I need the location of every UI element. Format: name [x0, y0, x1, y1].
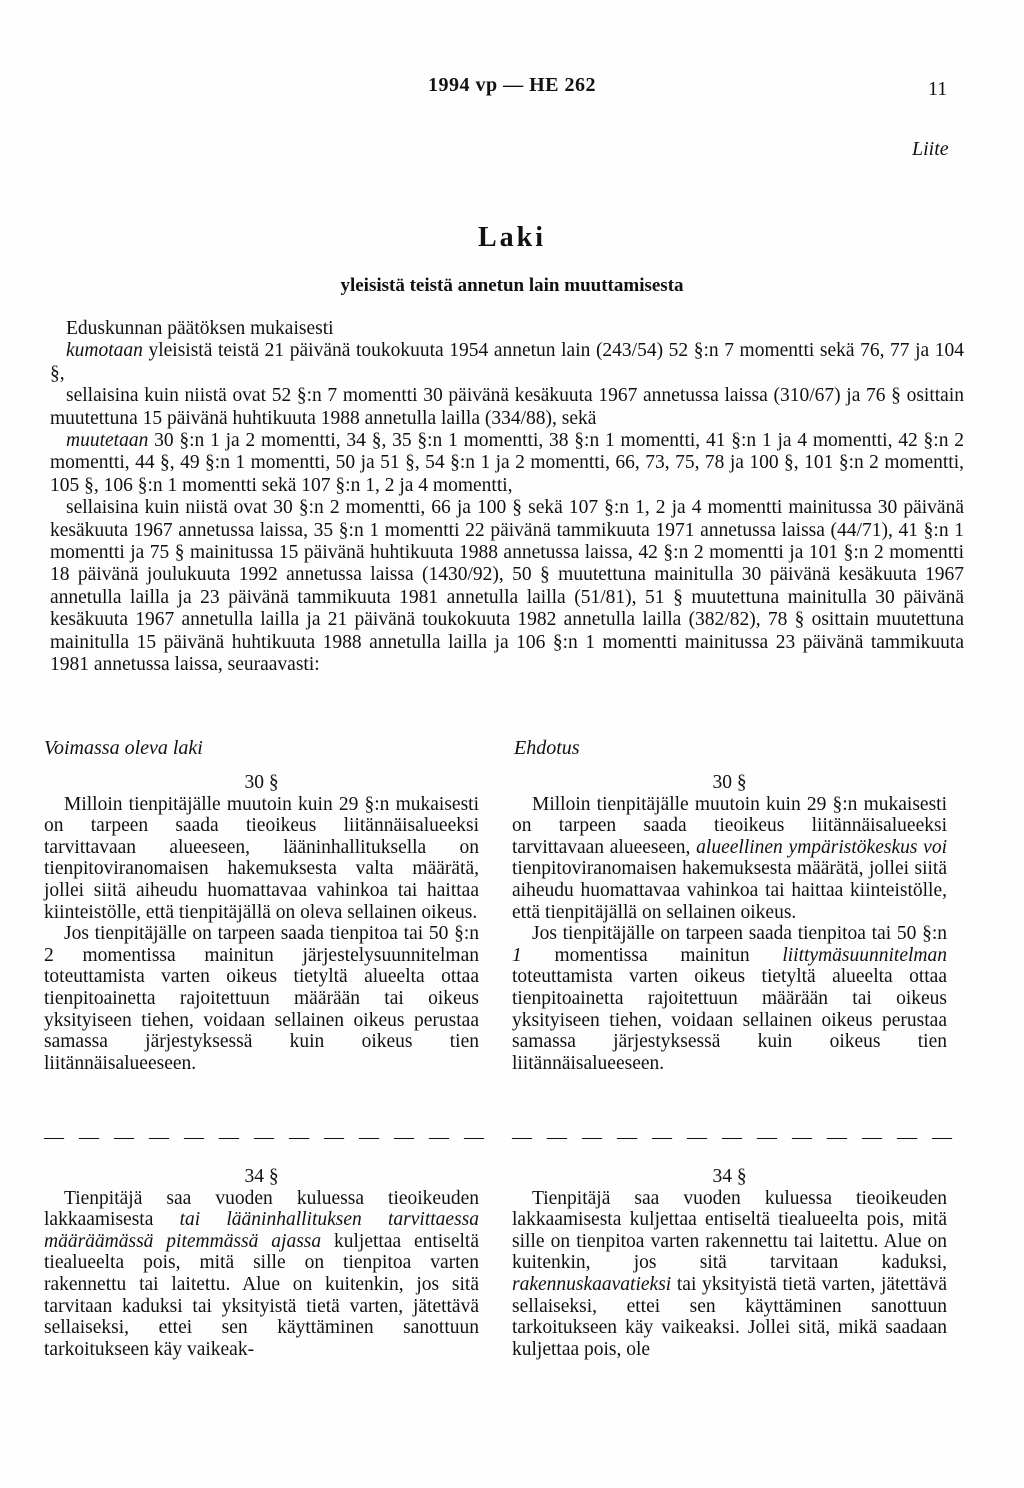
- left-column-heading: Voimassa oleva laki: [44, 737, 203, 759]
- right-s34-italic: rakennuskaavatieksi: [512, 1273, 672, 1295]
- right-column-heading: Ehdotus: [514, 737, 580, 759]
- left-s34-text-a: Tienpitäjä saa vuoden kuluessa tieoikeuden lakkaamisesta: [44, 1187, 479, 1231]
- appendix-label: Liite: [912, 138, 949, 160]
- right-s30-p1-text-b: tienpitoviranomaisen hakemuksesta määrätä, jollei siitä aiheudu huomattavaa vahinkoa tai haittaa kiinteistölle, että tienpitäjällä on sellainen oikeus.: [512, 858, 947, 923]
- right-s30-p1-text-a: Milloin tienpitäjälle muutoin kuin 29 §:n mukaisesti on tarpeen saada tieoikeus liitännäisalueeksi tarvittavaan alueeseen,: [512, 793, 947, 858]
- preamble: [50, 318, 964, 677]
- right-s30-p2-italic-1: 1: [512, 944, 522, 966]
- preamble-muutetaan-detail: sellaisina kuin niistä ovat 30 §:n 2 momentti, 66 ja 100 § sekä 107 §:n 1, 2 ja 4 momentti mainitussa 30 päivänä kesäkuuta 1967 annetussa laissa, 35 §:n 1 momentti 22 päivänä tammikuuta 1971 annetussa laissa (44/71), 41 §:n 1 momentti ja 75 § mainitussa 15 päivänä huhtikuuta 1988 annetussa laissa, 42 §:n 2 momentti ja 101 §:n 2 momentti 18 päivänä joulukuuta 1992 annetussa laissa (1430/92), 50 § muutettuna mainitulla 30 päivänä kesäkuuta 1967 annetulla lailla ja 23 päivänä tammikuuta 1981 annetulla lailla (51/81), 51 § muutettuna mainitulla 30 päivänä kesäkuuta 1967 annetulla lailla ja 21 päivänä toukokuuta 1982 annetulla lailla (382/82), 78 § osittain muutettuna mainitulla 15 päivänä huhtikuuta 1988 annetulla lailla ja 106 §:n 1 momentti mainitussa 23 päivänä tammikuuta 1981 annetussa laissa, seuraavasti:: [50, 497, 964, 676]
- kumotaan-text: yleisistä teistä 21 päivänä toukokuuta 1954 annetun lain (243/54) 52 §:n 7 momentti sekä 76, 77 ja 104 §,: [50, 340, 964, 384]
- right-s34-para1: [512, 1188, 947, 1361]
- right-section-30: [512, 772, 947, 1074]
- left-s34-text-b: kuljettaa entiseltä tiealueelta pois, mitä sille on tienpitoa varten rakennettu tai laitettu. Alue on kuitenkin, jos sitä tarvitaan kaduksi tai yksityistä tietä varten, jätettävä sellaiseksi, ettei sen käyttäminen sanottuun tarkoitukseen käy vaikeak-: [44, 1230, 479, 1360]
- right-section-34: [512, 1166, 947, 1360]
- muutetaan-keyword: muutetaan: [66, 430, 149, 452]
- right-s30-p2-italic-2: liittymäsuunnitelman: [782, 944, 947, 966]
- right-s30-p2-text-b: momentissa mainitun: [521, 944, 783, 966]
- preamble-kumotaan-detail: sellaisina kuin niistä ovat 52 §:n 7 momentti 30 päivänä kesäkuuta 1967 annetussa laissa (310/67) ja 76 § osittain muutettuna 15 päivänä huhtikuuta 1988 annetulla lailla (334/88), sekä: [50, 385, 964, 429]
- right-s30-p2-text-a: Jos tienpitäjälle on tarpeen saada tienpitoa tai 50 §:n: [532, 923, 947, 945]
- left-omission-dashes: — — — — — — — — — — — — —: [44, 1126, 489, 1148]
- left-section-30: [44, 772, 479, 1074]
- left-s34-italic: tai lääninhallituksen tarvittaessa määräämässä pitemmässä ajassa: [44, 1209, 479, 1252]
- kumotaan-keyword: kumotaan: [66, 340, 143, 362]
- right-s30-p2-text-c: toteuttamista varten oikeus tietyltä alueelta ottaa tienpitoainetta rajoitettuun määrään tai oikeus yksityiseen tiehen, voidaan sellainen oikeus perustaa samassa järjestyksessä kuin oikeus tien liitännäisalueeseen.: [512, 966, 947, 1074]
- left-s30-para1: Milloin tienpitäjälle muutoin kuin 29 §:n mukaisesti on tarpeen saada tieoikeus liitännäisalueeksi tarvittavaan alueeseen, lääninhallituksella on tienpitoviranomaisen hakemuksesta valta määrätä, jollei siitä aiheudu huomattavaa vahinkoa tai haittaa kiinteistölle, että tienpitäjällä on oleva sellainen oikeus.: [44, 793, 479, 923]
- right-s30-para2: [512, 923, 947, 1074]
- left-s30-para2: Jos tienpitäjälle on tarpeen saada tienpitoa tai 50 §:n 2 momentissa mainitun järjestelysuunnitelman toteuttamista varten oikeus tietyltä alueelta ottaa tienpitoainetta rajoitettuun määrään tai oikeus yksityiseen tiehen, voidaan sellainen oikeus perustaa samassa järjestyksessä kuin oikeus tien liitännäisalueeseen.: [44, 923, 479, 1074]
- left-s34-para1: [44, 1188, 479, 1361]
- right-s34-heading: 34 §: [712, 1166, 747, 1187]
- muutetaan-text: 30 §:n 1 ja 2 momentti, 34 §, 35 §:n 1 momentti, 38 §:n 1 momentti, 41 §:n 1 ja 4 momentti, 42 §:n 2 momentti, 44 §, 49 §:n 1 momentti, 50 ja 51 §, 54 §:n 1 ja 2 momentti, 66, 73, 75, 78 ja 100 §, 101 §:n 2 momentti, 105 §, 106 §:n 1 momentti sekä 107 §:n 1, 2 ja 4 momentti,: [50, 430, 964, 496]
- right-s34-text-a: Tienpitäjä saa vuoden kuluessa tieoikeuden lakkaamisesta kuljettaa entiseltä tiealueelta pois, mitä sille on tienpitoa varten rakennettu tai laitettu. Alue on kuitenkin, jos sitä tarvitaan kaduksi,: [512, 1187, 947, 1274]
- left-section-34: [44, 1166, 479, 1360]
- right-s30-heading: 30 §: [712, 772, 747, 793]
- preamble-kumotaan: [50, 340, 964, 385]
- document-header: 1994 vp — HE 262: [427, 74, 597, 96]
- law-subtitle: yleisistä teistä annetun lain muuttamisesta: [340, 275, 684, 296]
- preamble-muutetaan: [50, 430, 964, 497]
- preamble-intro: Eduskunnan päätöksen mukaisesti: [66, 318, 334, 339]
- right-s30-para1: [512, 794, 947, 924]
- right-s34-text-b: tai yksityistä tietä varten, jätettävä sellaiseksi, ettei sen käyttäminen sanottuun tarkoitukseen käy vaikeaksi. Jollei sitä, mikä saadaan kuljettaa pois, ole: [512, 1273, 947, 1360]
- law-title: Laki: [477, 222, 547, 253]
- left-s30-heading: 30 §: [244, 772, 279, 793]
- right-omission-dashes: — — — — — — — — — — — — —: [512, 1126, 957, 1148]
- right-s30-p1-italic: alueellinen ympäristökeskus voi: [696, 836, 947, 858]
- page-number: 11: [928, 78, 948, 100]
- left-s34-heading: 34 §: [244, 1166, 279, 1187]
